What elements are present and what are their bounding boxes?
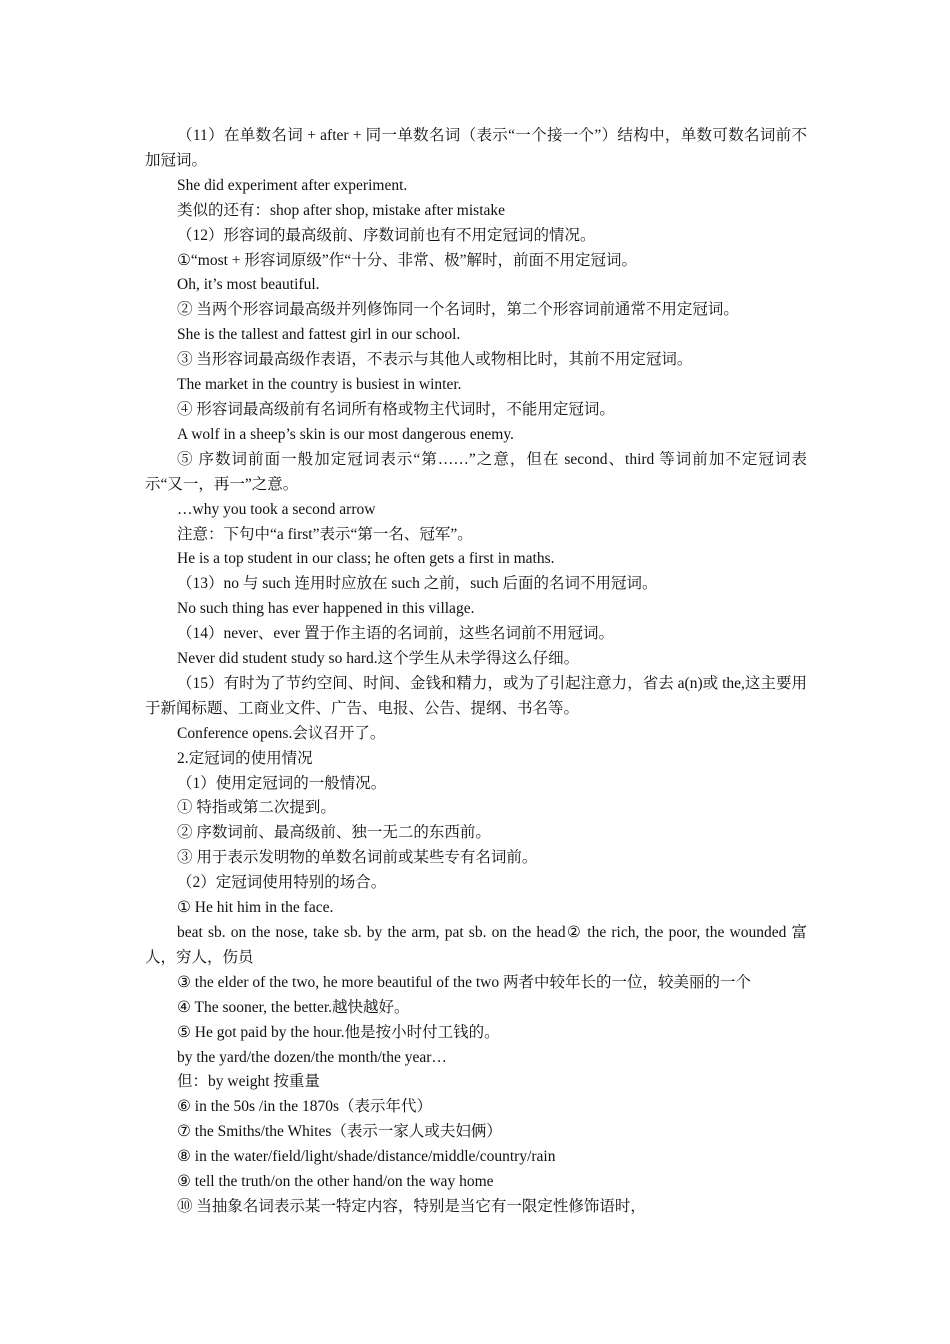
paragraph: （1）使用定冠词的一般情况。 (177, 774, 387, 792)
paragraph: （2）定冠词使用特别的场合。 (177, 874, 387, 892)
section-heading: 2.定冠词的使用情况 (177, 749, 313, 767)
paragraph: ① He hit him in the face. (177, 899, 334, 917)
paragraph: ② 当两个形容词最高级并列修饰同一个名词时，第二个形容词前通常不用定冠词。 (177, 301, 739, 319)
paragraph: 但：by weight 按重量 (177, 1073, 320, 1091)
document-body (145, 124, 807, 1220)
paragraph: She did experiment after experiment. (177, 176, 408, 194)
paragraph: （12）形容词的最高级前、序数词前也有不用定冠词的情况。 (177, 226, 596, 244)
paragraph: ⑨ tell the truth/on the other hand/on the way home (177, 1173, 494, 1191)
paragraph: beat sb. on the nose, take sb. by the arm, pat sb. on the head② the rich, the poor, the wounded 富人，穷人，伤员 (145, 924, 807, 966)
paragraph: Never did student study so hard.这个学生从未学得这么仔细。 (177, 650, 580, 668)
paragraph: ⑩ 当抽象名词表示某一特定内容，特别是当它有一限定性修饰语时， (177, 1197, 646, 1215)
paragraph: 注意：下句中“a first”表示“第一名、冠军”。 (177, 525, 473, 543)
paragraph: Conference opens.会议召开了。 (177, 724, 386, 742)
paragraph: （15）有时为了节约空间、时间、金钱和精力，或为了引起注意力，省去 a(n)或 the,这主要用于新闻标题、工商业文件、广告、电报、公告、提纲、书名等。 (145, 674, 807, 717)
paragraph: ③ 用于表示发明物的单数名词前或某些专有名词前。 (177, 849, 538, 867)
paragraph: She is the tallest and fattest girl in our school. (177, 326, 461, 344)
paragraph: （11）在单数名词 + after + 同一单数名词（表示“一个接一个”）结构中，单数可数名词前不加冠词。 (145, 127, 807, 169)
paragraph: （13）no 与 such 连用时应放在 such 之前，such 后面的名词不用冠词。 (177, 575, 658, 593)
paragraph: ⑥ in the 50s /in the 1870s（表示年代） (177, 1098, 433, 1116)
paragraph: by the yard/the dozen/the month/the year… (177, 1048, 447, 1066)
paragraph: ② 序数词前、最高级前、独一无二的东西前。 (177, 824, 491, 842)
paragraph: Oh, it’s most beautiful. (177, 276, 320, 294)
paragraph: A wolf in a sheep’s skin is our most dangerous enemy. (177, 425, 514, 443)
paragraph: ⑤ 序数词前面一般加定冠词表示“第……”之意，但在 second、third 等词前加不定冠词表示“又一，再一”之意。 (145, 450, 807, 493)
paragraph: No such thing has ever happened in this village. (177, 600, 475, 618)
paragraph: ⑧ in the water/field/light/shade/distance/middle/country/rain (177, 1148, 556, 1166)
paragraph: ⑤ He got paid by the hour.他是按小时付工钱的。 (177, 1023, 500, 1041)
paragraph: 类似的还有：shop after shop, mistake after mistake (177, 201, 506, 219)
paragraph: ① 特指或第二次提到。 (177, 799, 336, 817)
paragraph: …why you took a second arrow (177, 500, 376, 518)
paragraph: He is a top student in our class; he often gets a first in maths. (177, 550, 555, 568)
paragraph: ③ the elder of the two, he more beautiful of the two 两者中较年长的一位，较美丽的一个 (177, 973, 751, 991)
paragraph: （14）never、ever 置于作主语的名词前，这些名词前不用冠词。 (177, 625, 614, 643)
paragraph: ④ 形容词最高级前有名词所有格或物主代词时，不能用定冠词。 (177, 400, 615, 418)
paragraph: ④ The sooner, the better.越快越好。 (177, 998, 410, 1016)
paragraph: The market in the country is busiest in winter. (177, 376, 462, 394)
paragraph: ⑦ the Smiths/the Whites（表示一家人或夫妇俩） (177, 1123, 502, 1141)
paragraph: ①“most + 形容词原级”作“十分、非常、极”解时，前面不用定冠词。 (177, 251, 638, 269)
paragraph: ③ 当形容词最高级作表语，不表示与其他人或物相比时，其前不用定冠词。 (177, 351, 693, 369)
